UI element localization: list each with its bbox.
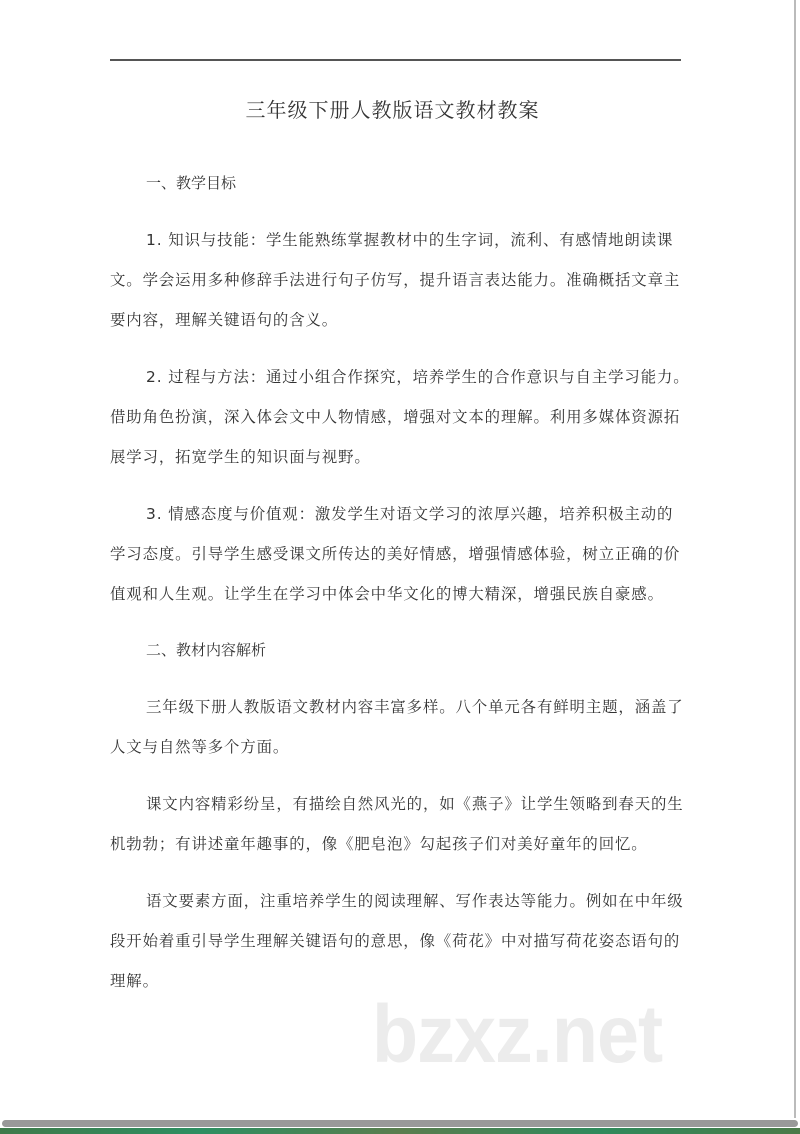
document-title: 三年级下册人教版语文教材教案: [245, 98, 540, 122]
document-body: [110, 90, 690, 1001]
paragraph-emotion-values: [110, 494, 685, 614]
bottom-strip: [0, 1128, 800, 1134]
paragraph-overview: [110, 687, 685, 767]
paragraph-lessons: [110, 784, 685, 864]
text-line: 理解。: [110, 972, 159, 990]
section-heading-content-analysis: 二、教材内容解析: [146, 641, 267, 659]
text-line: 三年级下册人教版语文教材内容丰富多样。八个单元各有鲜明主题，涵盖了: [146, 698, 684, 716]
text-line: 文。学会运用多种修辞手法进行句子仿写，提升语言表达能力。准确概括文章主: [110, 271, 681, 289]
text-line: 借助角色扮演，深入体会文中人物情感，增强对文本的理解。利用多媒体资源拓: [110, 408, 681, 426]
page-edge: [794, 0, 796, 1118]
paragraph-knowledge-skills: [110, 220, 685, 340]
text-line: 段开始着重引导学生理解关键语句的意思，像《荷花》中对描写荷花姿态语句的: [110, 932, 681, 950]
text-line: 要内容，理解关键语句的含义。: [110, 311, 339, 329]
paragraph-language-elements: [110, 881, 685, 1001]
text-line: 课文内容精彩纷呈，有描绘自然风光的，如《燕子》让学生领略到春天的生: [146, 795, 684, 813]
text-line: 展学习，拓宽学生的知识面与视野。: [110, 448, 371, 466]
watermark: bzxz.net: [372, 989, 663, 1080]
paragraph-process-methods: [110, 357, 690, 477]
horizontal-scrollbar[interactable]: [2, 1120, 798, 1127]
text-line: 语文要素方面，注重培养学生的阅读理解、写作表达等能力。例如在中年级: [146, 892, 684, 910]
text-line: 1. 知识与技能：学生能熟练掌握教材中的生字词，流利、有感情地朗读课: [146, 231, 674, 249]
text-line: 机勃勃；有讲述童年趣事的，像《肥皂泡》勾起孩子们对美好童年的回忆。: [110, 835, 648, 853]
section-heading-teaching-goals: 一、教学目标: [146, 174, 237, 192]
text-line: 值观和人生观。让学生在学习中体会中华文化的博大精深，增强民族自豪感。: [110, 585, 664, 603]
text-line: 人文与自然等多个方面。: [110, 738, 290, 756]
text-line: 学习态度。引导学生感受课文所传达的美好情感，增强情感体验，树立正确的价: [110, 545, 681, 563]
text-line: 3. 情感态度与价值观：激发学生对语文学习的浓厚兴趣，培养积极主动的: [146, 505, 674, 523]
text-line: 2. 过程与方法：通过小组合作探究，培养学生的合作意识与自主学习能力。: [146, 368, 690, 386]
header-rule: [110, 59, 681, 61]
